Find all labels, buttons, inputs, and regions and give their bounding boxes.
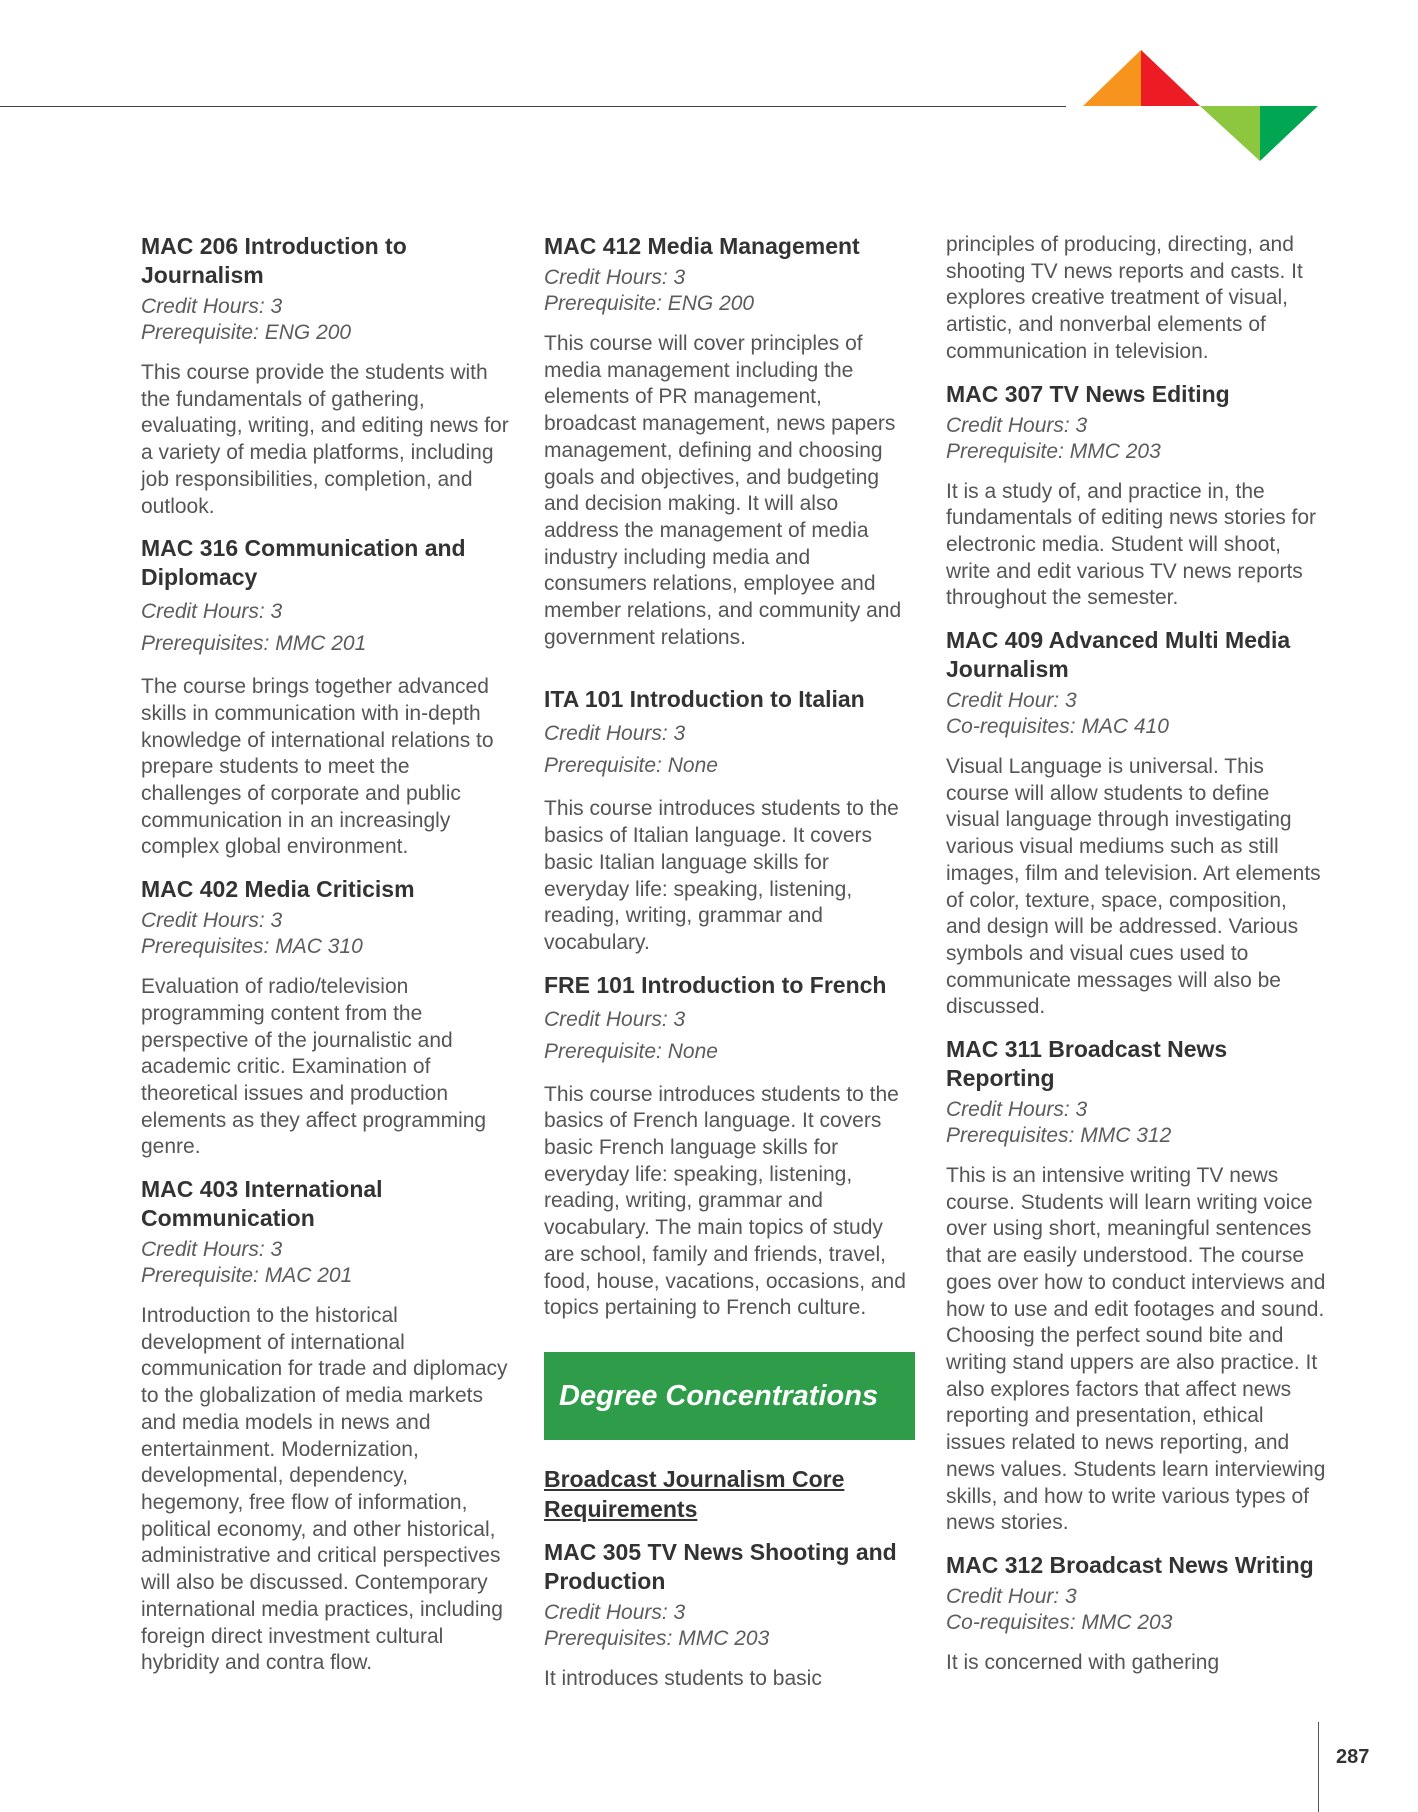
course-description: Evaluation of radio/television programming content from the perspective of the journalistic and academic critic. Examination of theoretical issues and production elements as they affect programming genre. — [141, 975, 487, 1159]
course-description: This course provide the students with the fundamentals of gathering, evaluating, writing, and editing news for a variety of media platforms, including job responsibilities, completion, and outlook. — [141, 361, 509, 518]
course-meta — [141, 908, 513, 960]
credit-hours: Credit Hours: 3 — [141, 909, 283, 933]
credit-hours: Credit Hours: 3 — [544, 722, 686, 746]
credit-hours: Credit Hours: 3 — [141, 1238, 283, 1262]
course-title: MAC 403 International Communication — [141, 1176, 383, 1232]
course-description: It introduces students to basic — [544, 1666, 822, 1690]
orange-triangle-shape — [1083, 50, 1141, 106]
course-description: Introduction to the historical development of international communication for trade and diplomacy to the globalization of media markets and media models in news and entertainment. Modernization, developmental, dependency, hegemony, free flow of information, political economy, and other historical, administrative and critical perspectives will also be discussed. Contemporary international media practices, including foreign direct investment cultural hybridity and contra flow. — [141, 1304, 508, 1675]
course-meta — [946, 413, 1326, 465]
course-description: This course introduces students to the basics of French language. It covers basic French language skills for everyday life: speaking, listening, reading, writing, grammar and vocabulary. The main topics of study are school, family and friends, travel, food, house, vacations, occasions, and topics pertaining to French culture. — [544, 1082, 906, 1320]
prerequisite: Co-requisites: MMC 203 — [946, 1610, 1173, 1634]
page-number: 287 — [1336, 1746, 1370, 1768]
header-rule — [0, 106, 1066, 107]
triangle-logo-decoration — [1080, 50, 1320, 165]
prerequisite: Prerequisite: MMC 203 — [946, 439, 1161, 463]
course-title: MAC 305 TV News Shooting and Production — [544, 1538, 897, 1594]
prerequisite: Prerequisites: MAC 310 — [141, 935, 363, 959]
course-meta — [141, 596, 513, 660]
course-description: This is an intensive writing TV news course. Students will learn writing voice over using short, meaningful sentences that are easily understood. The course goes over how to conduct interviews and how to use and edit footages and sound. Choosing the perfect sound bite and writing stand uppers are also practice. It also explores factors that affect news reporting and presentation, ethical issues related to news reporting, and news values. Students learn interviewing skills, and how to write various types of news stories. — [946, 1164, 1326, 1535]
course-meta — [544, 1600, 916, 1652]
column-middle — [544, 232, 916, 1707]
credit-hours: Credit Hours: 3 — [544, 1600, 686, 1624]
credit-hours: Credit Hours: 3 — [946, 1098, 1088, 1122]
page-number-rule — [1318, 1722, 1319, 1812]
course-meta — [946, 1584, 1326, 1636]
prerequisite: Prerequisite: None — [544, 1039, 718, 1063]
prerequisite: Prerequisites: MMC 201 — [141, 632, 367, 656]
course-title: MAC 311 Broadcast News Reporting — [946, 1036, 1228, 1092]
course-title: MAC 206 Introduction to Journalism — [141, 233, 407, 288]
course-title: MAC 312 Broadcast News Writing — [946, 1551, 1314, 1578]
credit-hours: Credit Hours: 3 — [141, 295, 283, 318]
course-description: This course introduces students to the basics of Italian language. It covers basic Italian language skills for everyday life: speaking, listening, reading, writing, grammar and vocabulary. — [544, 797, 899, 954]
credit-hours: Credit Hour: 3 — [946, 1584, 1077, 1608]
prerequisite: Co-requisites: MAC 410 — [946, 715, 1169, 739]
course-description: The course brings together advanced skills in communication with in-depth knowledge of international relations to prepare students to meet the challenges of corporate and public communication in an increasingly complex global environment. — [141, 675, 494, 859]
degree-concentrations-banner: Degree Concentrations — [544, 1352, 915, 1440]
credit-hours: Credit Hours: 3 — [141, 600, 283, 624]
course-description: It is a study of, and practice in, the fundamentals of editing news stories for electronic media. Student will shoot, write and edit various TV news reports throughout the semester. — [946, 479, 1317, 610]
course-title: FRE 101 Introduction to French — [544, 971, 887, 998]
course-meta — [946, 1097, 1326, 1149]
course-meta — [544, 265, 916, 317]
course-description: This course will cover principles of media management including the elements of PR management, broadcast management, news papers management, defining and choosing goals and objectives, and budgeting and decision making. It will also address the management of media industry including media and consumers relations, employee and member relations, and community and government relations. — [544, 332, 902, 649]
prerequisite: Prerequisites: MMC 203 — [544, 1626, 770, 1650]
column-left — [141, 232, 513, 1691]
course-description-continued: principles of producing, directing, and shooting TV news reports and casts. It explores creative treatment of visual, artistic, and nonverbal elements of communication in television. — [946, 233, 1303, 363]
course-description: Visual Language is universal. This course will allow students to define visual language through investigating various visual mediums such as still images, film and television. Art elements of color, texture, space, composition, and design will be addressed. Various symbols and visual cues used to communicate messages will also be discussed. — [946, 755, 1321, 1019]
section-subheading: Broadcast Journalism Core Requirements — [544, 1465, 845, 1522]
credit-hours: Credit Hours: 3 — [544, 1007, 686, 1031]
credit-hours: Credit Hours: 3 — [946, 413, 1088, 437]
course-title: MAC 409 Advanced Multi Media Journalism — [946, 627, 1291, 683]
course-meta — [544, 718, 916, 782]
green-triangle-shape — [1260, 106, 1318, 161]
course-title: MAC 412 Media Management — [544, 233, 860, 259]
course-title: ITA 101 Introduction to Italian — [544, 686, 865, 713]
course-meta — [141, 1237, 513, 1289]
course-description: It is concerned with gathering — [946, 1650, 1220, 1674]
lime-triangle-shape — [1200, 106, 1260, 161]
prerequisite: Prerequisite: ENG 200 — [544, 292, 755, 315]
course-title: MAC 307 TV News Editing — [946, 380, 1230, 407]
credit-hours: Credit Hours: 3 — [544, 266, 686, 289]
course-meta — [544, 1004, 916, 1068]
column-right — [946, 232, 1326, 1691]
course-title: MAC 316 Communication and Diplomacy — [141, 535, 466, 591]
prerequisite: Prerequisite: None — [544, 754, 718, 778]
course-meta — [946, 688, 1326, 740]
credit-hours: Credit Hour: 3 — [946, 689, 1077, 713]
red-triangle-shape — [1141, 50, 1200, 106]
prerequisite: Prerequisites: MMC 312 — [946, 1124, 1172, 1148]
prerequisite: Prerequisite: ENG 200 — [141, 321, 352, 344]
course-title: MAC 402 Media Criticism — [141, 876, 415, 903]
course-meta — [141, 294, 513, 346]
prerequisite: Prerequisite: MAC 201 — [141, 1264, 353, 1288]
